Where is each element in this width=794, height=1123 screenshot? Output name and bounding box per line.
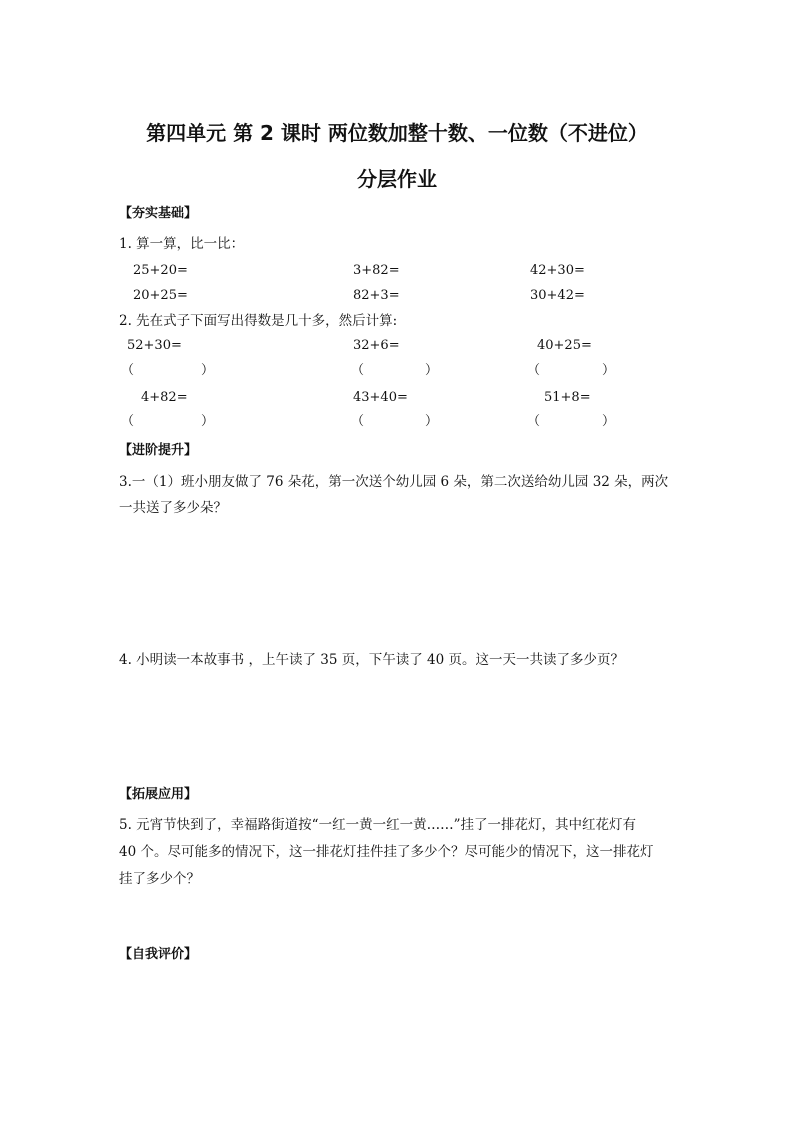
q1-expression: 30+42= xyxy=(530,288,585,303)
q2-expression: 52+30= xyxy=(127,338,182,353)
q3-text: 一共送了多少朵？ xyxy=(119,500,227,516)
q1-expression: 25+20= xyxy=(133,263,188,278)
q1-expression: 82+3= xyxy=(353,288,400,303)
q5-text: 40 个。尽可能多的情况下，这一排花灯挂件挂了多少个？尽可能少的情况下，这一排花灯 xyxy=(119,844,654,860)
answer-paren-close: ） xyxy=(201,363,215,378)
q2-expression: 4+82= xyxy=(141,390,188,405)
answer-paren-open: （ xyxy=(121,363,135,378)
q2-expression: 32+6= xyxy=(353,338,400,353)
answer-paren-open: （ xyxy=(121,414,135,429)
answer-paren-close: ） xyxy=(201,414,215,429)
answer-paren-open: （ xyxy=(351,363,365,378)
section-basic: 【夯实基础】 xyxy=(119,206,198,221)
answer-paren-close: ） xyxy=(602,414,616,429)
q1-expression: 3+82= xyxy=(353,263,400,278)
q2-expression: 40+25= xyxy=(537,338,592,353)
answer-paren-close: ） xyxy=(602,363,616,378)
answer-paren-open: （ xyxy=(527,414,541,429)
q5-text: 5. 元宵节快到了，幸福路街道按“一红一黄一红一黄……”挂了一排花灯，其中红花灯有 xyxy=(119,817,636,833)
q5-text: 挂了多少个？ xyxy=(119,871,200,887)
section-advanced: 【进阶提升】 xyxy=(119,443,198,458)
q2-expression: 43+40= xyxy=(353,390,408,405)
q2-expression: 51+8= xyxy=(544,390,591,405)
answer-paren-close: ） xyxy=(425,414,439,429)
section-extend: 【拓展应用】 xyxy=(119,787,198,802)
answer-paren-open: （ xyxy=(527,363,541,378)
q3-text: 3.一（1）班小朋友做了 76 朵花，第一次送个幼儿园 6 朵，第二次送给幼儿园 32 朵，两次 xyxy=(119,474,669,490)
page-title: 第四单元 第 2 课时 两位数加整十数、一位数（不进位） xyxy=(146,121,648,145)
q4-text: 4. 小明读一本故事书 ，上午读了 35 页，下午读了 40 页。这一天一共读了多少页？ xyxy=(119,652,624,668)
answer-paren-close: ） xyxy=(425,363,439,378)
q1-expression: 20+25= xyxy=(133,288,188,303)
q2-prompt: 2. 先在式子下面写出得数是几十多，然后计算: xyxy=(119,313,398,329)
page-subtitle: 分层作业 xyxy=(357,167,437,191)
section-self-evaluation: 【自我评价】 xyxy=(119,947,198,962)
q1-prompt: 1. 算一算，比一比： xyxy=(119,236,245,252)
answer-paren-open: （ xyxy=(351,414,365,429)
q1-expression: 42+30= xyxy=(530,263,585,278)
